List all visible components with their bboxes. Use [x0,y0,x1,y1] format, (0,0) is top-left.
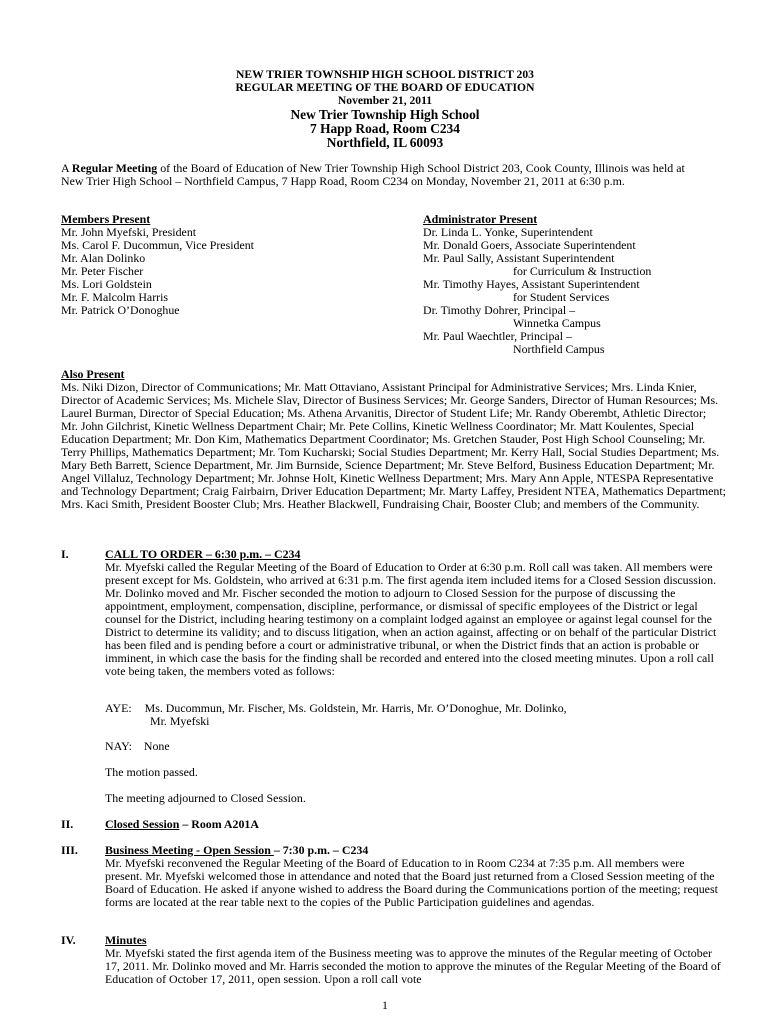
member-item: Ms. Lori Goldstein [61,277,152,291]
admin-item: Northfield Campus [513,342,605,356]
nay-value: None [143,739,170,753]
aye-members: Ms. Ducommun, Mr. Fischer, Ms. Goldstein, Mr. Harris, Mr. O’Donoghue, Mr. Dolinko, [144,701,567,715]
section-1-title: CALL TO ORDER – 6:30 p.m. – C234 [105,547,301,561]
members-heading: Members Present [61,212,151,226]
aye-label: AYE: [105,701,132,715]
meeting-adjourned [105,792,721,805]
section-2-title-rest: – Room A201A [179,817,259,831]
school-name: New Trier Township High School [290,107,480,122]
vote-nay [105,740,721,753]
intro-rest: of the Board of Education of New Trier Township High School District 203, Cook County, Illinois was held at New Trier High School – Northfield Campus, 7 Happ Road, Room C234 on Monday, November 21, 2011 at 6:30 p.m. [61,161,685,188]
member-item: Mr. Patrick O’Donoghue [61,303,180,317]
admin-item: Dr. Timothy Dohrer, Principal – [423,303,576,317]
admin-item: Mr. Paul Sally, Assistant Superintendent [423,251,615,265]
intro-paragraph [61,162,686,188]
admin-item: Mr. Paul Waechtler, Principal – [423,329,572,343]
section-1-body: Mr. Myefski called the Regular Meeting of the Board of Education to Order at 6:30 p.m. Roll call was taken. All members were present except for Ms. Goldstein, who arrived at 6:31 p.m. The first agenda item included items for a Closed Session discussion. Mr. Dolinko moved and Mr. Fischer seconded the motion to adjourn to Closed Session for the purpose of discussing the appointment, employment, compensation, discipline, performance, or dismissal of specific employees of the District or legal counsel for the District, including hearing testimony on a complaint lodged against an employee or against legal counsel for the District to determine its validity; and to discuss litigation, when an action against, affecting or on behalf of the particular District has been filed and is pending before a court or administrative tribunal, or when the District finds that an action is probable or imminent, in which case the basis for the finding shall be recorded and entered into the closed meeting minutes. Upon a roll call vote being taken, the members voted as follows: [105,560,717,678]
admin-item: for Student Services [513,290,610,304]
admin-item: Winnetka Campus [513,316,601,330]
administrators-present [423,213,723,356]
administrators-heading: Administrator Present [423,212,538,226]
section-2-title-underlined: Closed Session [105,817,180,831]
member-item: Mr. John Myefski, President [61,225,197,239]
admin-item: for Curriculum & Instruction [513,264,652,278]
member-item: Mr. Peter Fischer [61,264,144,278]
section-3-title-rest: – 7:30 p.m. – C234 [273,843,369,857]
motion-passed [105,766,721,779]
section-3 [105,844,721,909]
motion-passed-text: The motion passed. [105,765,198,779]
section-4-number: IV. [61,933,76,947]
section-4-body: Mr. Myefski stated the first agenda item of the Business meeting was to approve the minutes of the Regular meeting of October 17, 2011. Mr. Dolinko moved and Mr. Harris seconded the motion to approve the minutes of the Regular Meeting of the Board of Education of October 17, 2011, open session. Upon a roll call vote [105,946,721,986]
aye-members-cont: Mr. Myefski [150,714,210,728]
admin-item: Mr. Donald Goers, Associate Superintendent [423,238,636,252]
school-city: Northfield, IL 60093 [326,135,444,150]
members-present [61,213,391,317]
meeting-title: REGULAR MEETING OF THE BOARD OF EDUCATION [235,81,535,94]
vote-aye [105,702,721,728]
nay-label: NAY: [105,739,132,753]
district-name: NEW TRIER TOWNSHIP HIGH SCHOOL DISTRICT 203 [236,68,534,81]
section-4 [105,934,721,986]
meeting-adjourned-text: The meeting adjourned to Closed Session. [105,791,306,805]
section-3-number: III. [61,843,78,857]
meeting-date: November 21, 2011 [337,94,433,107]
intro-bold: Regular Meeting [71,161,158,175]
member-item: Mr. Alan Dolinko [61,251,146,265]
admin-item: Mr. Timothy Hayes, Assistant Superintendent [423,277,640,291]
member-item: Mr. F. Malcolm Harris [61,290,169,304]
also-present-heading: Also Present [61,367,125,381]
intro-lead: A [61,161,72,175]
section-1 [105,548,721,678]
member-item: Ms. Carol F. Ducommun, Vice President [61,238,254,252]
section-3-title-underlined: Business Meeting - Open Session [105,843,274,857]
also-present-text: Ms. Niki Dizon, Director of Communications; Mr. Matt Ottaviano, Assistant Principal for Administrative Services; Mrs. Linda Knier, Director of Academic Services; Ms. Michele Slav, Director of Business Services; Mr. George Sanders, Director of Human Resources; Ms. Laurel Burman, Director of Special Education; Ms. Athena Arvanitis, Director of Student Life; Mr. Randy Oberembt, Athletic Director; Mr. John Gilchrist, Kinetic Wellness Department Chair; Mr. Pete Collins, Kinetic Wellness Coordinator; Mr. Matt Koulentes, Special Education Department; Mr. Don Kim, Mathematics Department Coordinator; Ms. Gretchen Stauder, Post High School Counseling; Mr. Terry Phillips, Mathematics Department; Mr. Tom Kucharski; Social Studies Department; Mr. Kerry Hall, Social Studies Department; Ms. Mary Beth Barrett, Science Department, Mr. Jim Burnside, Science Department; Mr. Steve Belford, Business Education Department; Mr. Angel Villaluz, Technology Department; Mr. Johnse Holt, Kinetic Wellness Department; Mrs. Mary Ann Apple, NTESPA Representative and Technology Department; Craig Fairbairn, Driver Education Department; Mr. Marty Laffey, President NTEA, Mathematics Department; Mrs. Kaci Smith, President Booster Club; Mrs. Heather Blackwell, Fundraising Chair, Booster Club; and members of the Community. [61,380,726,511]
school-address: 7 Happ Road, Room C234 [310,121,460,136]
page-number: 1 [382,998,388,1012]
section-2-title [105,818,721,831]
admin-item: Dr. Linda L. Yonke, Superintendent [423,225,593,239]
also-present [61,368,726,511]
section-1-number: I. [61,547,69,561]
section-2-number: II. [61,817,74,831]
section-3-body: Mr. Myefski reconvened the Regular Meeting of the Board of Education to in Room C234 at 7:35 p.m. All members were present. Mr. Myefski welcomed those in attendance and noted that the Board just returned from a Closed Session meeting of the Board of Education. He asked if anyone wished to address the Board during the Communications portion of the meeting; request forms are located at the rear table next to the copies of the Public Participation guidelines and agendas. [105,856,718,909]
section-4-title: Minutes [105,933,147,947]
